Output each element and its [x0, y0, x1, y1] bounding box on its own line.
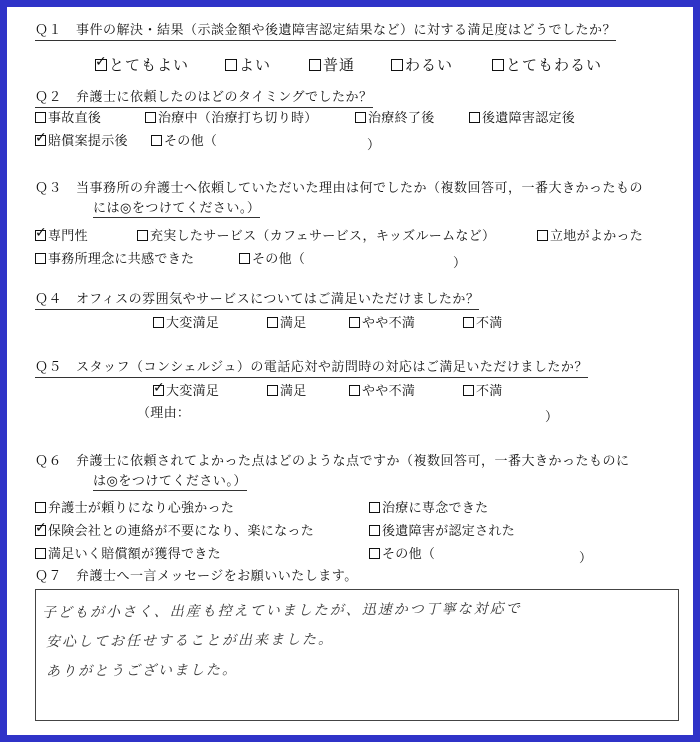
q1-text: 事件の解決・結果（示談金額や後遺障害認定結果など）に対する満足度はどうでしたか？: [76, 23, 617, 38]
handwritten-line-1: 子どもが小さく、出産も控えていましたが、迅速かつ丁寧な対応で: [41, 600, 522, 622]
q5-option-3[interactable]: やや不満: [349, 384, 415, 400]
message-answer-box[interactable]: [35, 589, 679, 721]
q6-text: 弁護士に依頼されてよかった点はどのような点ですか（複数回答可，一番大きかったものに: [76, 454, 630, 469]
checkbox[interactable]: [225, 59, 237, 71]
q1-option-5[interactable]: とてもわるい: [492, 57, 602, 73]
q6-other-close: ）: [579, 551, 593, 566]
checkbox[interactable]: [355, 112, 366, 123]
q3-other-close: ）: [453, 256, 467, 271]
checkbox[interactable]: [369, 548, 380, 559]
q1-number: Ｑ１: [35, 23, 63, 38]
q7-number: Ｑ７: [35, 569, 63, 584]
checkbox[interactable]: [145, 112, 156, 123]
check-mark-icon: ✓: [153, 380, 166, 396]
checkbox[interactable]: [95, 54, 108, 71]
q4-option-1[interactable]: 大変満足: [153, 316, 219, 332]
checkbox[interactable]: [153, 317, 164, 328]
checkbox[interactable]: [35, 548, 46, 559]
q3-number: Ｑ３: [35, 181, 63, 196]
check-mark-icon: ✓: [35, 225, 48, 241]
q7-heading: [35, 568, 358, 586]
checkbox[interactable]: [35, 253, 46, 264]
q3-heading-cont: には◎をつけてください。）: [93, 201, 261, 216]
check-mark-icon: ✓: [35, 520, 48, 536]
checkbox[interactable]: [463, 317, 474, 328]
q6-option-5[interactable]: 満足いく賠償額が獲得できた: [35, 547, 221, 563]
checkbox[interactable]: [35, 520, 48, 536]
checkbox[interactable]: [35, 130, 48, 146]
handwritten-line-2: 安心してお任せすることが出来ました。: [45, 631, 335, 651]
q4-option-4[interactable]: 不満: [463, 316, 503, 332]
q2-other-close: ）: [367, 138, 381, 153]
q4-text: オフィスの雰囲気やサービスについてはご満足いただけましたか？: [76, 292, 480, 307]
handwritten-line-3: ありがとうございました。: [45, 662, 239, 680]
q2-option-2[interactable]: 治療中（治療打ち切り時）: [145, 111, 318, 127]
q4-option-3[interactable]: やや不満: [349, 316, 415, 332]
q6-option-1[interactable]: 弁護士が頼りになり心強かった: [35, 501, 234, 517]
q5-number: Ｑ５: [35, 360, 63, 375]
q6-heading-cont: は◎をつけてください。）: [93, 474, 247, 489]
q7-text: 弁護士へ一言メッセージをお願いいたします。: [76, 569, 358, 584]
q3-option-3[interactable]: 立地がよかった: [537, 229, 643, 245]
q2-number: Ｑ２: [35, 90, 63, 105]
q5-reason-close: ）: [545, 410, 559, 425]
checkbox[interactable]: [492, 59, 504, 71]
checkbox[interactable]: [267, 317, 278, 328]
q3-option-1[interactable]: ✓ 専門性: [35, 225, 88, 244]
q3-heading: [35, 180, 643, 198]
checkbox[interactable]: [35, 112, 46, 123]
checkbox[interactable]: [369, 502, 380, 513]
checkbox[interactable]: [349, 385, 360, 396]
q3-option-4[interactable]: 事務所理念に共感できた: [35, 252, 194, 268]
q2-option-3[interactable]: 治療終了後: [355, 111, 435, 127]
checkbox[interactable]: [309, 59, 321, 71]
q6-heading: [35, 453, 630, 471]
q6-option-2[interactable]: 治療に専念できた: [369, 501, 488, 517]
q4-option-2[interactable]: 満足: [267, 316, 307, 332]
q2-option-6[interactable]: その他（: [151, 134, 217, 150]
q5-option-4[interactable]: 不満: [463, 384, 503, 400]
q6-option-6[interactable]: その他（: [369, 547, 435, 563]
q1-option-4[interactable]: わるい: [391, 57, 453, 73]
q4-heading: [35, 291, 479, 310]
q5-heading: [35, 359, 588, 378]
q5-text: スタッフ（コンシェルジュ）の電話応対や訪問時の対応はご満足いただけましたか？: [76, 360, 588, 375]
q2-heading: [35, 89, 373, 108]
checkbox[interactable]: [239, 253, 250, 264]
q2-option-5[interactable]: ✓ 賠償案提示後: [35, 130, 128, 149]
check-mark-icon: ✓: [95, 54, 108, 70]
checkbox[interactable]: [35, 225, 48, 241]
q3-option-5[interactable]: その他（: [239, 252, 305, 268]
checkbox[interactable]: [267, 385, 278, 396]
q2-option-1[interactable]: 事故直後: [35, 111, 101, 127]
checkbox[interactable]: [153, 380, 166, 396]
checkbox[interactable]: [469, 112, 480, 123]
checkbox[interactable]: [151, 135, 162, 146]
q5-option-2[interactable]: 満足: [267, 384, 307, 400]
checkbox[interactable]: [35, 502, 46, 513]
q6-option-4[interactable]: 後遺障害が認定された: [369, 524, 515, 540]
q2-text: 弁護士に依頼したのはどのタイミングでしたか？: [76, 90, 373, 105]
checkbox[interactable]: [537, 230, 548, 241]
q3-option-2[interactable]: 充実したサービス（カフェサービス，キッズルームなど）: [137, 229, 495, 245]
q6-option-3[interactable]: ✓ 保険会社との連絡が不要になり、楽になった: [35, 520, 315, 539]
questionnaire-sheet: [7, 7, 693, 735]
q2-option-4[interactable]: 後遺障害認定後: [469, 111, 575, 127]
checkbox[interactable]: [137, 230, 148, 241]
q3-text: 当事務所の弁護士へ依頼していただいた理由は何でしたか（複数回答可，一番大きかったもの: [76, 181, 644, 196]
checkbox[interactable]: [369, 525, 380, 536]
check-mark-icon: ✓: [35, 130, 48, 146]
checkbox[interactable]: [463, 385, 474, 396]
q1-option-1[interactable]: ✓ とてもよい: [95, 54, 190, 74]
q1-heading: [35, 22, 616, 41]
q4-number: Ｑ４: [35, 292, 63, 307]
checkbox[interactable]: [391, 59, 403, 71]
q1-option-2[interactable]: よい: [225, 57, 271, 73]
q6-number: Ｑ６: [35, 454, 63, 469]
q5-option-1[interactable]: ✓ 大変満足: [153, 380, 220, 399]
q1-option-3[interactable]: 普通: [309, 57, 355, 73]
q5-reason-label: （理由：: [137, 406, 191, 421]
checkbox[interactable]: [349, 317, 360, 328]
